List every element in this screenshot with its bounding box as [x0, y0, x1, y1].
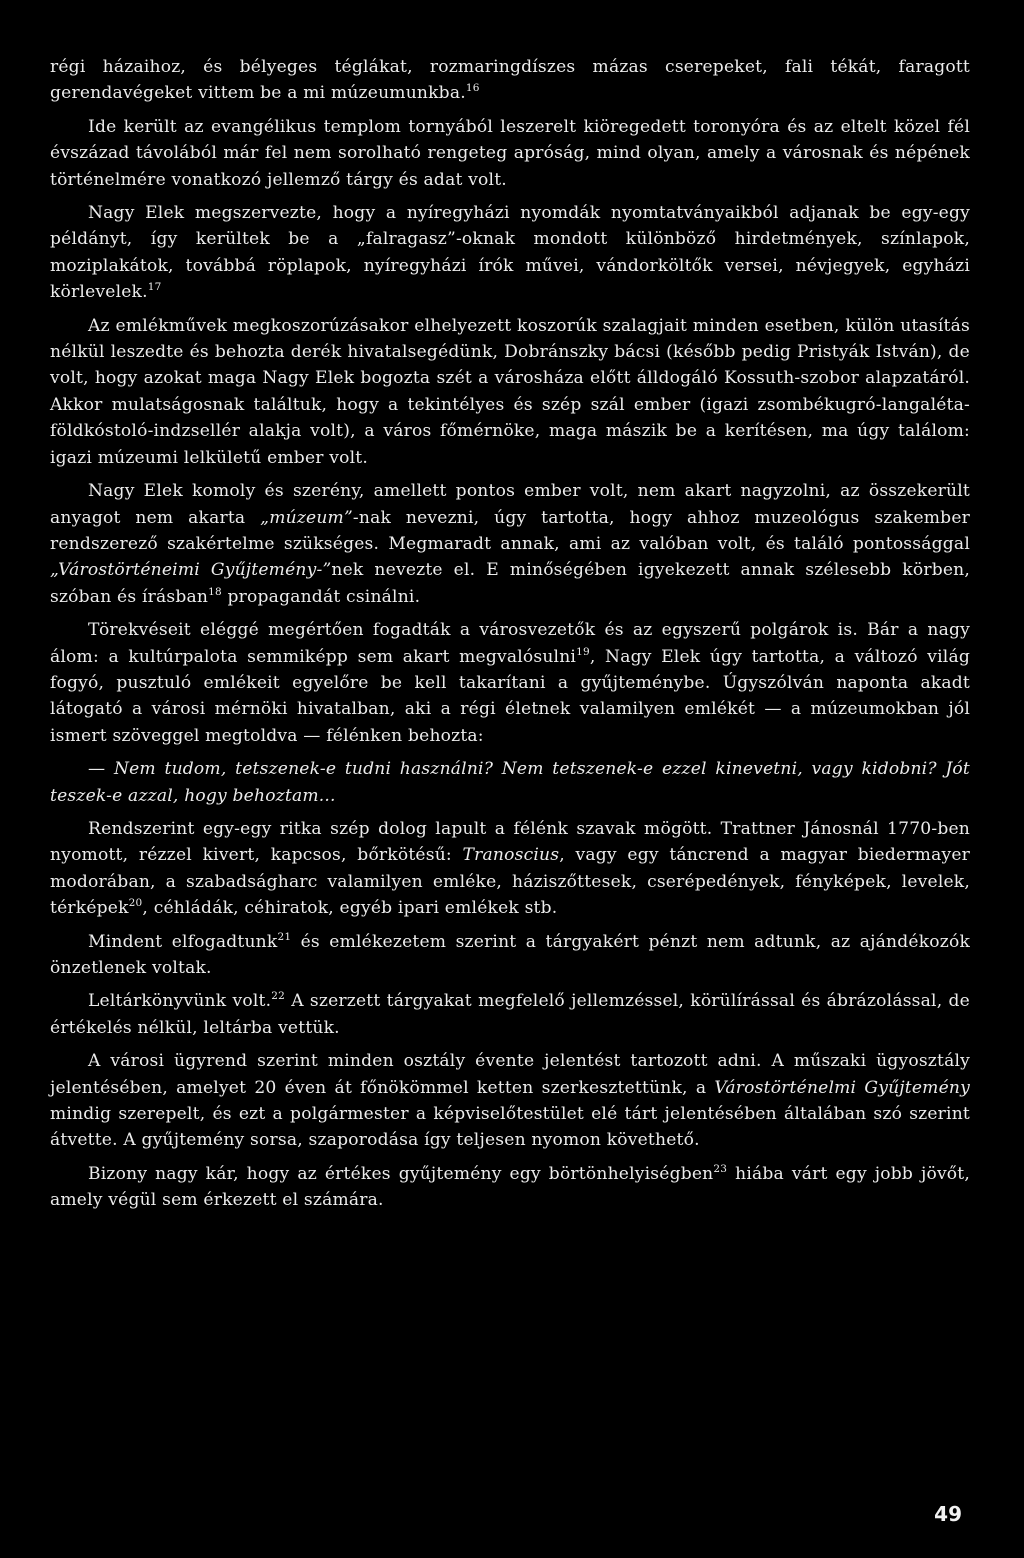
footnote-marker: 17	[147, 281, 162, 294]
text-run: Leltárkönyvünk volt.	[88, 991, 272, 1012]
text-run: , céhládák, céhiratok, egyéb ipari emlékek stb.	[142, 898, 558, 919]
text-run: Ide került az evangélikus templom tornyából leszerelt kiöregedett toronyóra és az eltelt közel fél évszázad távolából már fel nem sorolható rengeteg apróság, mind olyan, amely a városnak és népének történelmére vonatkozó jellemző tárgy és adat volt.	[50, 116, 970, 190]
paragraph	[50, 478, 970, 610]
text-run: propagandát csinálni.	[221, 586, 421, 607]
footnote-marker: 20	[128, 897, 143, 910]
text-run: A városi ügyrend szerint minden osztály évente jelentést tartozott adni. A műszaki ügyosztály jelentésében, amelyet 20 éven át főnökömmel ketten szerkesztettünk, a	[50, 1051, 970, 1098]
text-run: A szerzett tárgyakat megfelelő jellemzéssel, körülírással és ábrázolással, de értékelés nélkül, leltárba vettük.	[50, 991, 970, 1038]
paragraph	[50, 756, 970, 809]
italic-text: „Várostörténeimi Gyűjtemény-”	[50, 560, 332, 581]
paragraph	[50, 114, 970, 193]
text-run: Rendszerint egy-egy ritka szép dolog lapult a félénk szavak mögött. Trattner Jánosnál 1770-ben nyomott, rézzel kivert, kapcsos, bőrkötésű:	[50, 818, 970, 866]
paragraph	[50, 816, 970, 922]
text-run: nek nevezte el. E minőségében igyekezett annak szélesebb körben, szóban és írásban	[50, 560, 970, 607]
text-run: régi házaihoz, és bélyeges téglákat, rozmaringdíszes mázas cserepeket, fali tékát, faragott gerendavégeket vittem be a mi múzeumunkba.	[50, 57, 970, 104]
footnote-marker: 18	[208, 585, 222, 598]
text-run: Nagy Elek komoly és szerény, amellett pontos ember volt, nem akart nagyzolni, az összekerült anyagot nem akarta	[50, 481, 970, 528]
paragraph	[50, 54, 970, 107]
paragraph	[50, 929, 970, 982]
text-run: Mindent elfogadtunk	[88, 931, 278, 952]
paragraph	[50, 617, 970, 749]
italic-text: Tranoscius	[462, 845, 560, 866]
text-run: Nagy Elek megszervezte, hogy a nyíregyházi nyomdák nyomtatványaikból adjanak be egy-egy példányt, így kerültek be a „falragasz”-oknak mondott különböző hirdetmények, színlapok, moziplakátok, továbbá röplapok, nyíregyházi írók művei, vándorköltők versei, névjegyek, egyházi körlevelek.	[50, 203, 970, 303]
page-body	[50, 54, 970, 1221]
paragraph	[50, 1048, 970, 1154]
page-number: 49	[934, 1502, 962, 1526]
text-run: mindig szerepelt, és ezt a polgármester a képviselőtestület elé tárt jelentésében általában szó szerint átvette. A gyűjtemény sorsa, szaporodása így teljesen nyomon követhető.	[50, 1104, 970, 1151]
footnote-marker: 19	[576, 645, 590, 658]
footnote-marker: 23	[713, 1162, 728, 1175]
paragraph	[50, 1161, 970, 1214]
footnote-marker: 22	[271, 990, 285, 1003]
text-run: -nak nevezni, úgy tartotta, hogy ahhoz muzeológus szakember rendszerező szakértelme szükséges. Megmaradt annak, ami az valóban volt, és találó pontossággal	[50, 507, 971, 554]
footnote-marker: 16	[465, 82, 480, 95]
italic-text: — Nem tudom, tetszenek-e tudni használni? Nem tetszenek-e ezzel kinevetni, vagy kidobni? Jót teszek-e azzal, hogy behoztam...	[50, 759, 970, 806]
paragraph	[50, 313, 970, 471]
text-run: , Nagy Elek úgy tartotta, a változó világ fogyó, pusztuló emlékeit egyelőre be kell takarítani a gyűjteménybe. Úgyszólván naponta akadt látogató a városi mérnöki hivatalban, aki a régi életnek valamilyen emlékét — a múzeumokban jól ismert szöveggel megtoldva — félénken behozta:	[50, 646, 970, 746]
text-run: és emlékezetem szerint a tárgyakért pénzt nem adtunk, az ajándékozók önzetlenek voltak.	[50, 931, 971, 978]
text-run: Bizony nagy kár, hogy az értékes gyűjtemény egy börtönhelyiségben	[88, 1163, 714, 1184]
text-run: hiába várt egy jobb jövőt, amely végül sem érkezett el számára.	[50, 1163, 970, 1211]
footnote-marker: 21	[277, 930, 292, 943]
paragraph	[50, 200, 970, 306]
text-run: Törekvéseit eléggé megértően fogadták a városvezetők és az egyszerű polgárok is. Bár a nagy álom: a kultúrpalota semmiképp sem akart megvalósulni	[50, 620, 970, 667]
italic-text: Várostörténelmi Gyűjtemény	[714, 1077, 970, 1098]
paragraph	[50, 988, 970, 1041]
text-run: , vagy egy táncrend a magyar biedermayer modorában, a szabadságharc valamilyen emléke, háziszőttesek, cserépedények, fényképek, levelek, térképek	[50, 845, 971, 919]
text-run: Az emlékművek megkoszorúzásakor elhelyezett koszorúk szalagjait minden esetben, külön utasítás nélkül leszedte és behozta derék hivatalsegédünk, Dobránszky bácsi (később pedig Pristyák István), de volt, hogy azokat maga Nagy Elek bogozta szét a városháza előtt álldogáló Kossuth-szobor alapzatáról. Akkor mulatságosnak találtuk, hogy a tekintélyes és szép szál ember (igazi zsombékugró-langaléta-földkóstoló-indzsellér alakja volt), a város főmérnöke, maga mászik be a kerítésen, ma úgy találom: igazi múzeumi lelkületű ember volt.	[50, 315, 970, 468]
italic-text: „múzeum”	[260, 507, 353, 528]
